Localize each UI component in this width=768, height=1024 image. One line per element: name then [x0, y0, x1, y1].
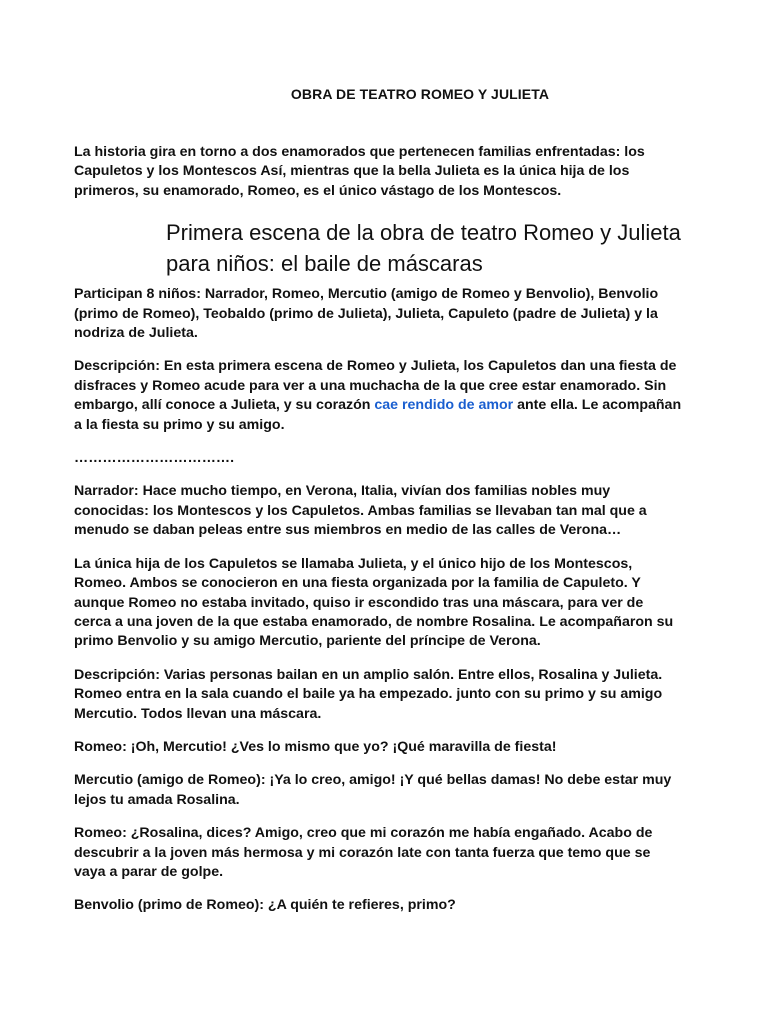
dialogue-romeo-1: Romeo: ¡Oh, Mercutio! ¿Ves lo mismo que yo? ¡Qué maravilla de fiesta! [74, 738, 557, 755]
intro-paragraph: La historia gira en torno a dos enamorados que pertenecen familias enfrentadas: los Capuletos y los Montescos Así, mientras que la bella Julieta es la única hija de los primeros, su enamorado, Romeo, es el único vástago de los Montescos. [74, 144, 645, 199]
document-title: OBRA DE TEATRO ROMEO Y JULIETA [290, 86, 550, 102]
participants-paragraph: Participan 8 niños: Narrador, Romeo, Mercutio (amigo de Romeo y Benvolio), Benvolio (primo de Romeo), Teobaldo (primo de Julieta), Julieta, Capuleto (padre de Julieta) y la nodriza de Julieta. [74, 286, 659, 342]
dialogue-benvolio-1: Benvolio (primo de Romeo): ¿A quién te refieres, primo? [74, 897, 456, 914]
scene-heading: Primera escena de la obra de teatro Romeo y Julieta para niños: el baile de máscaras [166, 220, 681, 277]
narrator-paragraph-2: La única hija de los Capuletos se llamaba Julieta, y el único hijo de los Montescos, Romeo. Ambos se conocieron en una fiesta organizada por la familia de Capuleto. Y aunque Romeo no estaba invitado, quiso ir escondido tras una máscara, para ver de cerca a una joven de la que estaba enamorado, de nombre Rosalina. Le acompañaron su primo Benvolio y su amigo Mercutio, pariente del príncipe de Verona. [74, 555, 674, 650]
description-1-text-start: Descripción: En esta primera escena de Romeo y Julieta, los Capuletos dan una fiesta de disfraces y Romeo acude para ver a una muchacha de la que cree estar enamorado. Sin embargo, allí conoce a Julieta, y su corazón [74, 358, 677, 414]
dialogue-mercutio-1: Mercutio (amigo de Romeo): ¡Ya lo creo, amigo! ¡Y qué bellas damas! No debe estar muy lejos tu amada Rosalina. [74, 772, 672, 808]
narrator-paragraph-1: Narrador: Hace mucho tiempo, en Verona, Italia, vivían dos familias nobles muy conocidas: los Montescos y los Capuletos. Ambas familias se llevaban tan mal que a menudo se daban peleas entre sus miembros en medio de las calles de Verona… [74, 483, 647, 539]
description-1-text-end: ante ella. Le acompañan a la fiesta su primo y su amigo. [74, 397, 682, 433]
document-body [74, 143, 684, 930]
cae-rendido-de-amor-link[interactable]: cae rendido de amor [374, 397, 514, 414]
description-paragraph-2: Descripción: Varias personas bailan en un amplio salón. Entre ellos, Rosalina y Julieta. Romeo entra en la sala cuando el baile ya ha empezado. junto con su primo y su amigo Mercutio. Todos llevan una máscara. [74, 666, 663, 722]
separator-dots: ……………………………. [74, 450, 235, 467]
description-paragraph-1 [74, 357, 684, 435]
dialogue-romeo-2: Romeo: ¿Rosalina, dices? Amigo, creo que mi corazón me había engañado. Acabo de descubrir a la joven más hermosa y mi corazón late con tanta fuerza que temo que se vaya a parar de golpe. [74, 825, 653, 880]
